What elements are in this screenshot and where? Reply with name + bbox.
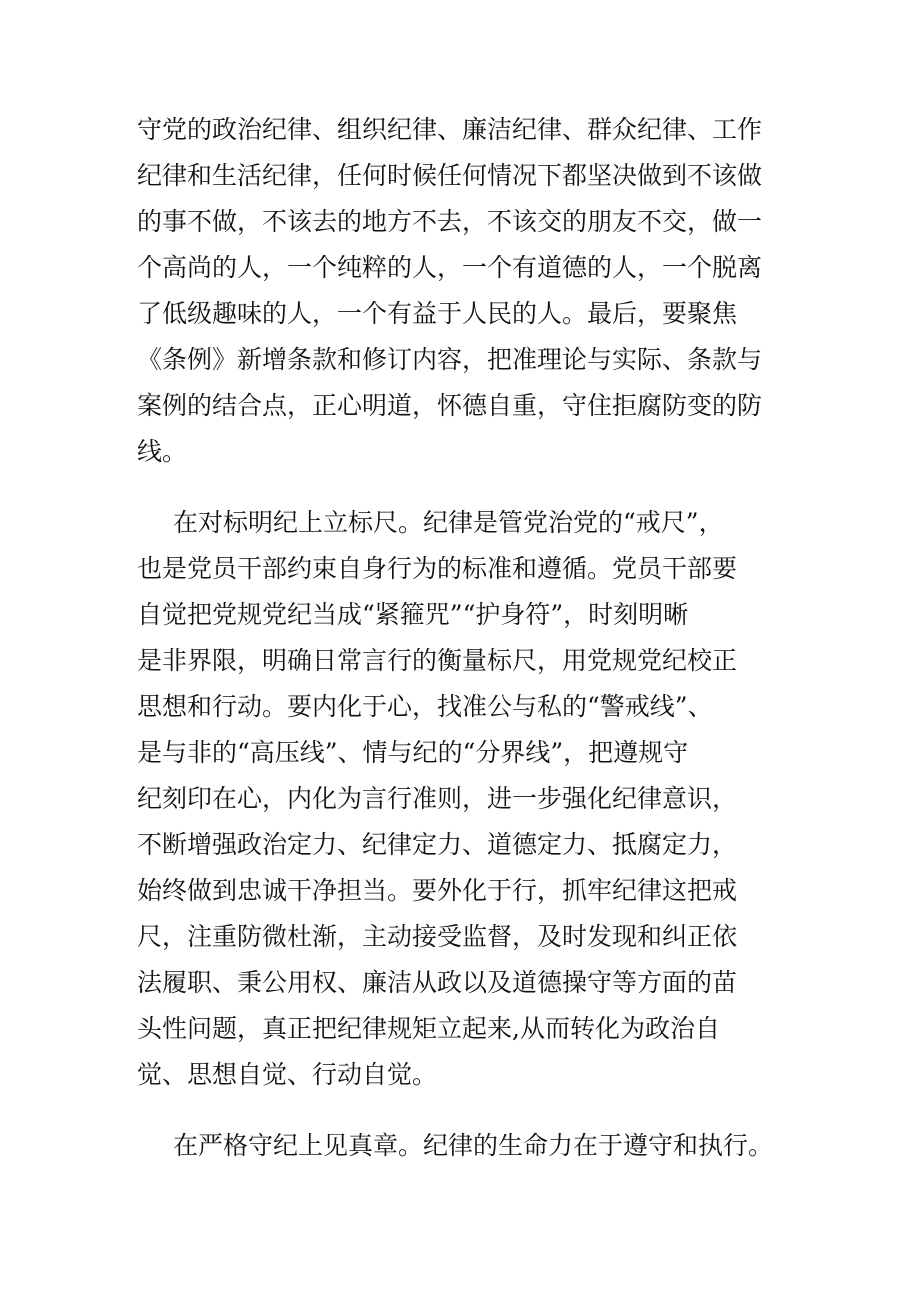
text-line: 自觉把党规党纪当成“紧箍咒”“护身符”，时刻明晰 — [137, 600, 689, 629]
text-line: 在对标明纪上立标尺。纪律是管党治党的“戒尺”， — [173, 508, 724, 537]
text-line: 思想和行动。要内化于心，找准公与私的“警戒线”、 — [137, 692, 713, 721]
text-line: 案例的结合点，正心明道，怀德自重，守住拒腐防变的防 — [137, 391, 763, 420]
text-line: 尺，注重防微杜渐，主动接受监督，及时发现和纠正依 — [137, 922, 738, 951]
text-line: 守党的政治纪律、组织纪律、廉洁纪律、群众纪律、工作 — [137, 115, 763, 144]
text-line: 线。 — [137, 437, 188, 466]
text-line: 是与非的“高压线”、情与纪的“分界线”，把遵规守 — [137, 738, 689, 767]
text-line: 觉、思想自觉、行动自觉。 — [137, 1060, 438, 1089]
text-line: 也是党员干部约束自身行为的标准和遵循。党员干部要 — [137, 554, 738, 583]
text-line: 个高尚的人，一个纯粹的人，一个有道德的人，一个脱离 — [137, 253, 763, 282]
text-line: 了低级趣味的人，一个有益于人民的人。最后，要聚焦 — [137, 299, 738, 328]
text-line: 的事不做，不该去的地方不去，不该交的朋友不交，做一 — [137, 207, 763, 236]
text-line: 在严格守纪上见真章。纪律的生命力在于遵守和执行。 — [173, 1131, 774, 1160]
text-line: 始终做到忠诚干净担当。要外化于行，抓牢纪律这把戒 — [137, 876, 738, 905]
text-line: 是非界限，明确日常言行的衡量标尺，用党规党纪校正 — [137, 646, 738, 675]
text-line: 纪律和生活纪律，任何时候任何情况下都坚决做到不该做 — [137, 161, 763, 190]
text-line: 不断增强政治定力、纪律定力、道德定力、抵腐定力， — [137, 830, 738, 859]
text-line: 头性问题，真正把纪律规矩立起来,从而转化为政治自 — [137, 1014, 720, 1043]
text-line: 《条例》新增条款和修订内容，把准理论与实际、条款与 — [137, 345, 763, 374]
text-line: 纪刻印在心，内化为言行准则，进一步强化纪律意识， — [137, 784, 738, 813]
text-line: 法履职、秉公用权、廉洁从政以及道德操守等方面的苗 — [137, 968, 738, 997]
